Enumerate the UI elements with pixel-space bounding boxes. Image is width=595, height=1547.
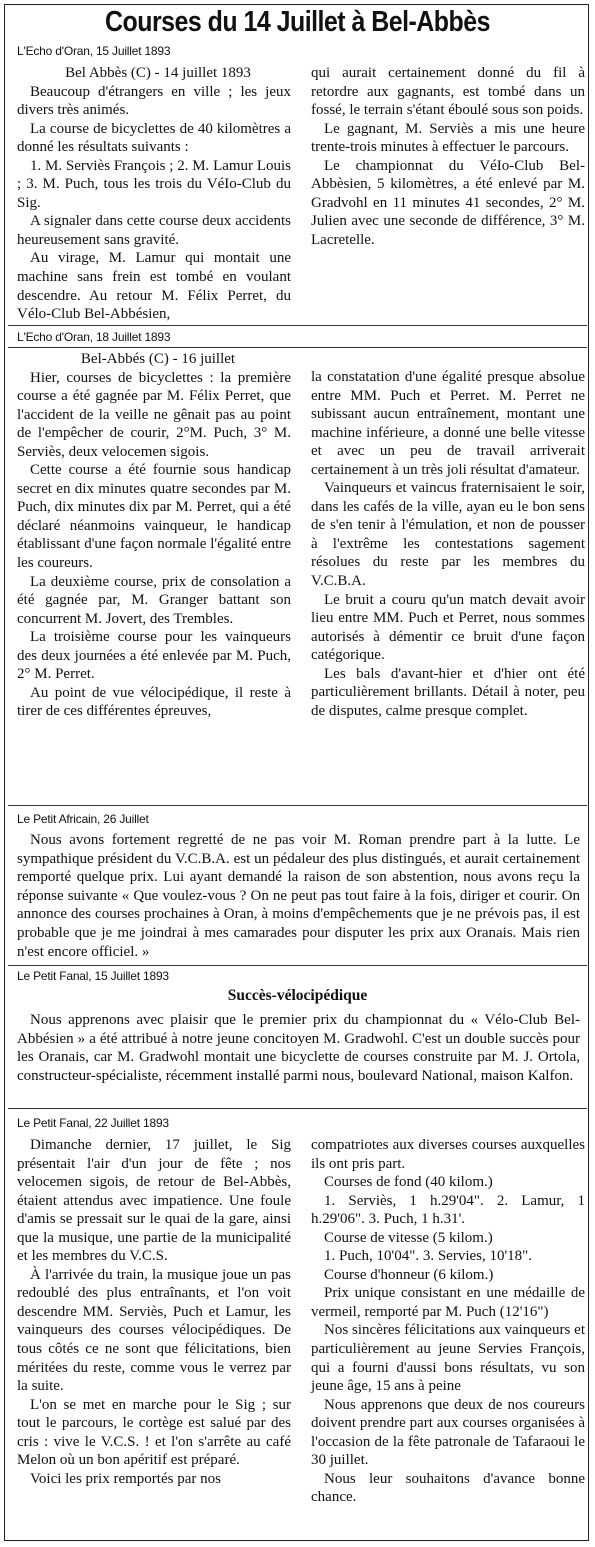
paragraph: Au point de vue vélocipédique, il reste à tirer de ces différentes épreuves,	[17, 684, 291, 720]
paragraph: Au virage, M. Lamur qui montait une machine sans frein est tombé en voulant descendre. Au retour M. Félix Perret, du Vélo-Club Bel-Abbésien,	[17, 250, 291, 323]
divider	[8, 805, 587, 806]
column-left	[17, 64, 291, 324]
column-right	[311, 350, 585, 721]
paragraph: Le championnat du VéIo-Club Bel-Abbèsien, 5 kilomètres, a été enlevé par M. Gradvohl en 11 minutes 41 secondes, 2° M. Julien avec une seconde de différence, 3° M. Lacretelle.	[311, 157, 585, 248]
paragraph: qui aurait certainement donné du fil à retordre aux gagnants, est tombé dans un fossé, le terrain s'étant éboulé sous son poids.	[311, 65, 585, 119]
article-1-columns	[17, 64, 585, 324]
dateline: Bel-Abbés (C) - 16 juillet	[80, 351, 236, 367]
paragraph: La troisième course pour les vainqueurs des deux journées a été enlevée par M. Puch, 2° M. Perret.	[17, 629, 291, 683]
column-left	[17, 350, 291, 721]
paragraph: Prix unique consistant en une médaille de vermeil, remporté par M. Puch (12'16")	[311, 1285, 585, 1320]
divider	[8, 325, 587, 326]
paragraph: A signaler dans cette course deux accidents heureusement sans gravité.	[17, 213, 291, 248]
article-source: L'Echo d'Oran, 15 Juillet 1893	[17, 44, 171, 58]
paragraph: 1. M. Serviès François ; 2. M. Lamur Louis ; 3. M. Puch, tous les trois du VéIo-Club du Sig.	[17, 157, 291, 211]
article-4-body	[17, 1011, 580, 1085]
paragraph: Le gagnant, M. Serviès a mis une heure trente-trois minutes à effectuer le parcours.	[311, 120, 585, 156]
paragraph: Beaucoup d'étrangers en ville ; les jeux divers très animés.	[17, 83, 291, 119]
paragraph: Voici les prix remportés par nos	[30, 1470, 221, 1487]
divider	[8, 965, 587, 966]
article-source: Le Petit Fanal, 22 Juillet 1893	[17, 1116, 169, 1130]
paragraph: Hier, courses de bicyclettes : la première course a été gagnée par M. Félix Perret, que l'accident de la veille ne gênait pas au point de l'empêcher de courir, 2°M. Puch, 3° M. Serviès, deux velocemen sigois.	[17, 369, 291, 460]
paragraph: L'on se met en marche pour le Sig ; sur tout le parcours, le cortège est salué par des cris : vive le V.C.S. ! et l'on s'arrête au café Melon où un bon apéritif est préparé.	[17, 1396, 291, 1469]
divider	[8, 1108, 587, 1109]
article-source: Le Petit Fanal, 15 Juillet 1893	[17, 969, 169, 983]
paragraph: Nous apprenons que deux de nos coureurs doivent prendre part aux courses organisées à l'occasion de la fête patronale de Tafaraoui le 30 juillet.	[311, 1396, 585, 1469]
article-source: L'Echo d'Oran, 18 Juillet 1893	[17, 330, 171, 344]
article-5-columns	[17, 1136, 585, 1507]
paragraph: Le bruit a couru qu'un match devait avoir lieu entre MM. Puch et Perret, nous sommes autorisés à démentir ce bruit d'une façon catégorique.	[311, 591, 585, 664]
paragraph: Nos sincères félicitations aux vainqueurs et particulièrement au jeune Servies François, qui a fourni d'aussi bons résultats, vu son jeune âge, 15 ans à peine	[311, 1322, 585, 1395]
article-source: Le Petit Africain, 26 Juillet	[17, 812, 149, 826]
article-3-body	[17, 831, 580, 961]
paragraph: 1. Serviès, 1 h.29'04". 2. Lamur, 1 h.29'06". 3. Puch, 1 h.31'.	[311, 1192, 585, 1228]
paragraph: Nous apprenons avec plaisir que le premier prix du championnat du « Vélo-Club Bel-Abbésien » a été attribué à notre jeune concitoyen M. Gradwohl. C'est un double succès pour les Oranais, car M. Gradwohl montait une bicyclette de courses construite par M. J. Ortola, constructeur-spécialiste, récemment installé parmi nous, boulevard National, maison Kalfon.	[17, 1012, 580, 1084]
paragraph: La course de bicyclettes de 40 kilomètres a donné les résultats suivants :	[17, 120, 291, 156]
column-right	[311, 64, 585, 324]
paragraph: À l'arrivée du train, la musique joue un pas redoublé des plus entraînants, et l'on voit descendre MM. Serviès, Puch et Lamur, les vainqueurs des courses vélocipédiques. De tous côtés ce ne sont que félicitations, bien méritées du reste, comme vous le verrez par la suite.	[17, 1266, 291, 1395]
paragraph: Vainqueurs et vaincus fraternisaient le soir, dans les cafés de la ville, ayan eu le bon sens de s'en tenir à l'émulation, et non de pousser à l'extrême les contestations sagement résolues du reste par les membres du V.C.B.A.	[311, 480, 585, 590]
dateline: Bel Abbès (C) - 14 juillet 1893	[65, 65, 251, 81]
paragraph: compatriotes aux diverses courses auxquelles ils ont pris part.	[311, 1137, 585, 1172]
paragraph: la constatation d'une égalité presque absolue entre MM. Puch et Perret. M. Perret ne subissant aucun entraînement, montant une machine inférieure, a donné une belle vitesse et avec un peu de travail arriverait certainement à un très joli résultat d'amateur.	[311, 369, 585, 478]
paragraph: Nous leur souhaitons d'avance bonne chance.	[311, 1470, 585, 1506]
column-left	[17, 1136, 291, 1507]
paragraph: Les bals d'avant-hier et d'hier ont été particulièrement brillants. Détail à noter, peu de disputes, calme presque complet.	[311, 665, 585, 719]
paragraph: La deuxième course, prix de consolation a été gagnée par, M. Granger battant son concurrent M. Jovert, des Trembles.	[17, 573, 291, 627]
paragraph: Dimanche dernier, 17 juillet, le Sig présentait l'air d'un jour de fête ; nos velocemen sigois, de retour de Bel-Abbès, étaient attendus avec impatience. Une foule d'amis se pressait sur le quai de la gare, ainsi que la musique, une partie de la municipalité et les membres du V.C.S.	[17, 1137, 291, 1265]
paragraph: Courses de fond (40 kilom.)	[324, 1174, 493, 1191]
paragraph: 1. Puch, 10'04". 3. Servies, 10'18".	[324, 1248, 533, 1265]
paragraph: Course de vitesse (5 kilom.)	[324, 1229, 493, 1246]
page-title: Courses du 14 Juillet à Bel-Abbès	[105, 6, 490, 38]
article-subtitle: Succès-vélocipédique	[227, 987, 368, 1004]
paragraph: Cette course a été fournie sous handicap secret en dix minutes quatre secondes par M. Puch, dix minutes dix par M. Perret, qui a été déclaré néanmoins vainqueur, le handicap établissant d'une façon normale l'égalité entre les coureurs.	[17, 462, 291, 572]
article-2-columns	[17, 350, 585, 721]
column-right	[311, 1136, 585, 1507]
paragraph: Nous avons fortement regretté de ne pas voir M. Roman prendre part à la lutte. Le sympathique président du V.C.B.A. est un pédaleur des plus distingués, et aurait certainement remporté quelque prix. Lui ayant demandé la raison de son abstention, nous avons reçu la réponse suivante « Que voulez-vous ? On ne peut pas tout faire à la fois, diriger et courir. On annonce des courses prochaines à Oran, à moins d'empêchements que je ne prévois pas, il est probable que je me joindrai à mes camarades pour disputer les prix aux Oranais. Mais rien n'est encore officiel. »	[17, 832, 580, 960]
paragraph: Course d'honneur (6 kilom.)	[324, 1266, 494, 1283]
divider	[8, 347, 587, 348]
